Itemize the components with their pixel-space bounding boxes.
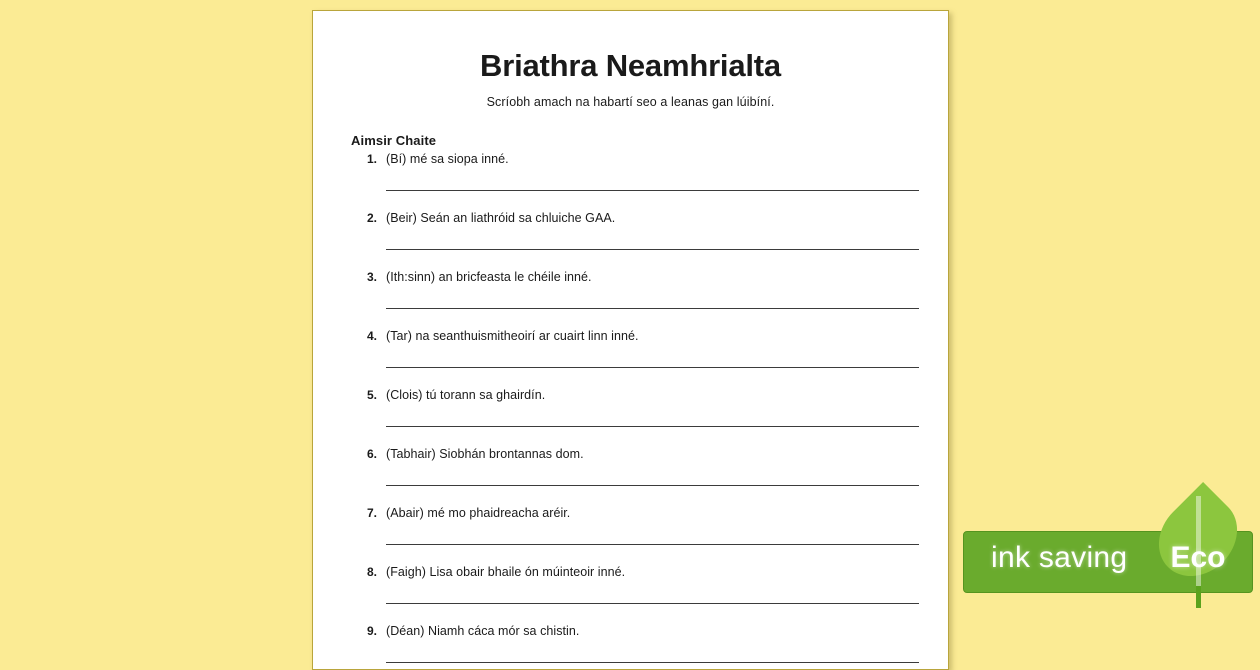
question-number: 9. [366, 624, 377, 639]
question-row [351, 270, 910, 290]
question-text: (Clois) tú torann sa ghairdín. [386, 388, 546, 403]
answer-line[interactable] [386, 367, 919, 368]
list-item [351, 447, 910, 486]
list-item [351, 388, 910, 427]
list-item [351, 329, 910, 368]
question-row [351, 506, 910, 526]
list-item [351, 152, 910, 191]
eco-badge-leaf-label: Eco [1170, 541, 1226, 574]
list-item [351, 565, 910, 604]
question-row [351, 447, 910, 467]
question-row [351, 152, 910, 172]
question-number: 1. [366, 152, 377, 167]
answer-line[interactable] [386, 426, 919, 427]
question-text: (Déan) Niamh cáca mór sa chistin. [386, 624, 580, 639]
list-item [351, 270, 910, 309]
question-row [351, 329, 910, 349]
page-subtitle: Scríobh amach na habartí seo a leanas gan lúibíní. [486, 95, 775, 110]
question-number: 5. [366, 388, 377, 403]
question-number: 2. [366, 211, 377, 226]
question-text: (Abair) mé mo phaidreacha aréir. [386, 506, 571, 521]
list-item [351, 211, 910, 250]
answer-line[interactable] [386, 485, 919, 486]
page-title: Briathra Neamhrialta [480, 48, 781, 83]
question-text: (Beir) Seán an liathróid sa chluiche GAA. [386, 211, 616, 226]
worksheet-page [312, 10, 949, 670]
eco-badge-bar-label: ink saving [991, 541, 1128, 574]
ink-saving-eco-badge [963, 478, 1253, 628]
answer-line[interactable] [386, 662, 919, 663]
question-number: 4. [366, 329, 377, 344]
section-heading: Aimsir Chaite [351, 133, 437, 149]
leaf-stem-bottom [1196, 586, 1201, 608]
question-text: (Tabhair) Siobhán brontannas dom. [386, 447, 584, 462]
question-row [351, 565, 910, 585]
question-row [351, 624, 910, 644]
list-item [351, 506, 910, 545]
list-item [351, 624, 910, 663]
answer-line[interactable] [386, 544, 919, 545]
worksheet-content [313, 11, 948, 663]
question-text: (Ith:sinn) an bricfeasta le chéile inné. [386, 270, 592, 285]
answer-line[interactable] [386, 603, 919, 604]
question-text: (Faigh) Lisa obair bhaile ón múinteoir inné. [386, 565, 626, 580]
leaf-icon [1149, 478, 1247, 606]
answer-line[interactable] [386, 190, 919, 191]
answer-line[interactable] [386, 308, 919, 309]
question-number: 7. [366, 506, 377, 521]
question-number: 8. [366, 565, 377, 580]
question-row [351, 211, 910, 231]
question-text: (Tar) na seanthuismitheoirí ar cuairt linn inné. [386, 329, 639, 344]
question-text: (Bí) mé sa siopa inné. [386, 152, 509, 167]
question-row [351, 388, 910, 408]
questions-list [351, 152, 910, 663]
question-number: 6. [366, 447, 377, 462]
answer-line[interactable] [386, 249, 919, 250]
question-number: 3. [366, 270, 377, 285]
